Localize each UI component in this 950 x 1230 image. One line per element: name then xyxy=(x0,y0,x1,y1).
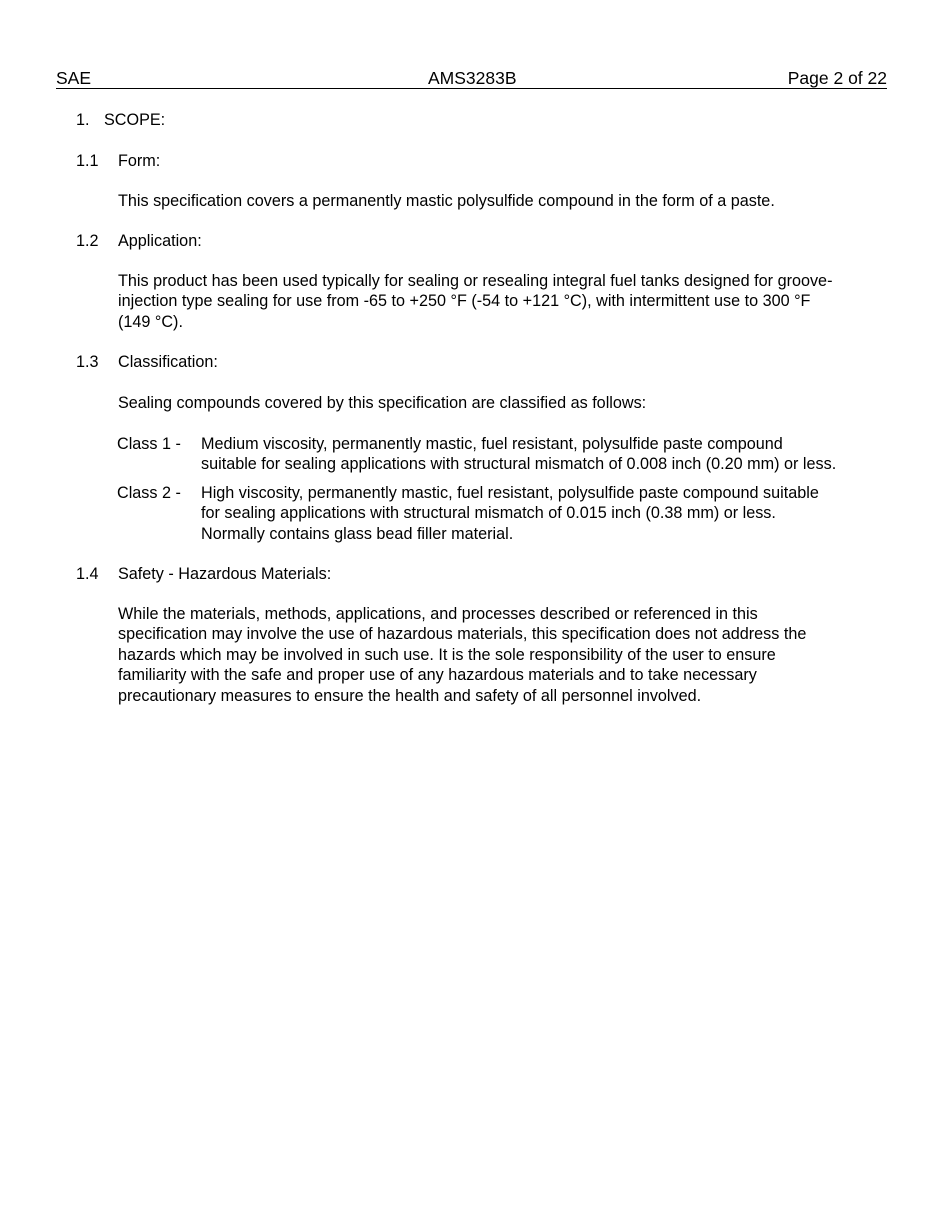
page-header xyxy=(56,68,887,89)
section-1-title: SCOPE: xyxy=(104,111,166,129)
paragraph-line: (149 °C). xyxy=(118,312,183,331)
paragraph-line: This specification covers a permanently mastic polysulfide compound in the form of a paste. xyxy=(118,192,775,210)
paragraph-line: for sealing applications with structural mismatch of 0.015 inch (0.38 mm) or less. xyxy=(201,504,776,523)
paragraph-line: suitable for sealing applications with structural mismatch of 0.008 inch (0.20 mm) or less. xyxy=(201,455,837,474)
section-1-3-title: Classification: xyxy=(118,353,218,371)
section-1-2-title: Application: xyxy=(118,232,202,250)
paragraph-line: Normally contains glass bead filler material. xyxy=(201,524,514,543)
paragraph-line: This product has been used typically for sealing or resealing integral fuel tanks designed for groove- xyxy=(118,272,833,290)
section-1-4-title: Safety - Hazardous Materials: xyxy=(118,565,332,583)
header-organization: SAE xyxy=(56,68,92,88)
paragraph-line: Medium viscosity, permanently mastic, fuel resistant, polysulfide paste compound xyxy=(201,435,783,453)
section-1-3-intro xyxy=(118,393,878,413)
paragraph-line: Sealing compounds covered by this specification are classified as follows: xyxy=(118,394,647,412)
paragraph-line: familiarity with the safe and proper use of any hazardous materials and to take necessary xyxy=(118,666,757,685)
section-1-2-paragraph xyxy=(118,271,878,332)
class-2-label: Class 2 - xyxy=(117,484,181,502)
section-1-3-number: 1.3 xyxy=(76,353,99,371)
section-1-1-paragraph xyxy=(118,191,878,211)
section-1-4-number: 1.4 xyxy=(76,565,99,583)
class-2-description xyxy=(201,483,891,544)
paragraph-line: High viscosity, permanently mastic, fuel resistant, polysulfide paste compound suitable xyxy=(201,484,819,502)
paragraph-line: specification may involve the use of hazardous materials, this specification does not address the xyxy=(118,625,807,644)
class-1-description xyxy=(201,434,891,475)
paragraph-line: precautionary measures to ensure the health and safety of all personnel involved. xyxy=(118,686,702,705)
paragraph-line: While the materials, methods, applications, and processes described or referenced in this xyxy=(118,605,758,623)
paragraph-line: injection type sealing for use from -65 to +250 °F (-54 to +121 °C), with intermittent use to 300 °F xyxy=(118,292,811,311)
section-1-1-title: Form: xyxy=(118,152,161,170)
section-1-1-number: 1.1 xyxy=(76,152,99,170)
header-document-number: AMS3283B xyxy=(428,68,517,88)
paragraph-line: hazards which may be involved in such use. It is the sole responsibility of the user to ensure xyxy=(118,645,776,664)
section-1-4-paragraph xyxy=(118,604,878,706)
class-1-label: Class 1 - xyxy=(117,435,181,453)
header-page-number: Page 2 of 22 xyxy=(787,68,887,88)
section-1-number: 1. xyxy=(76,111,90,129)
section-1-2-number: 1.2 xyxy=(76,232,99,250)
